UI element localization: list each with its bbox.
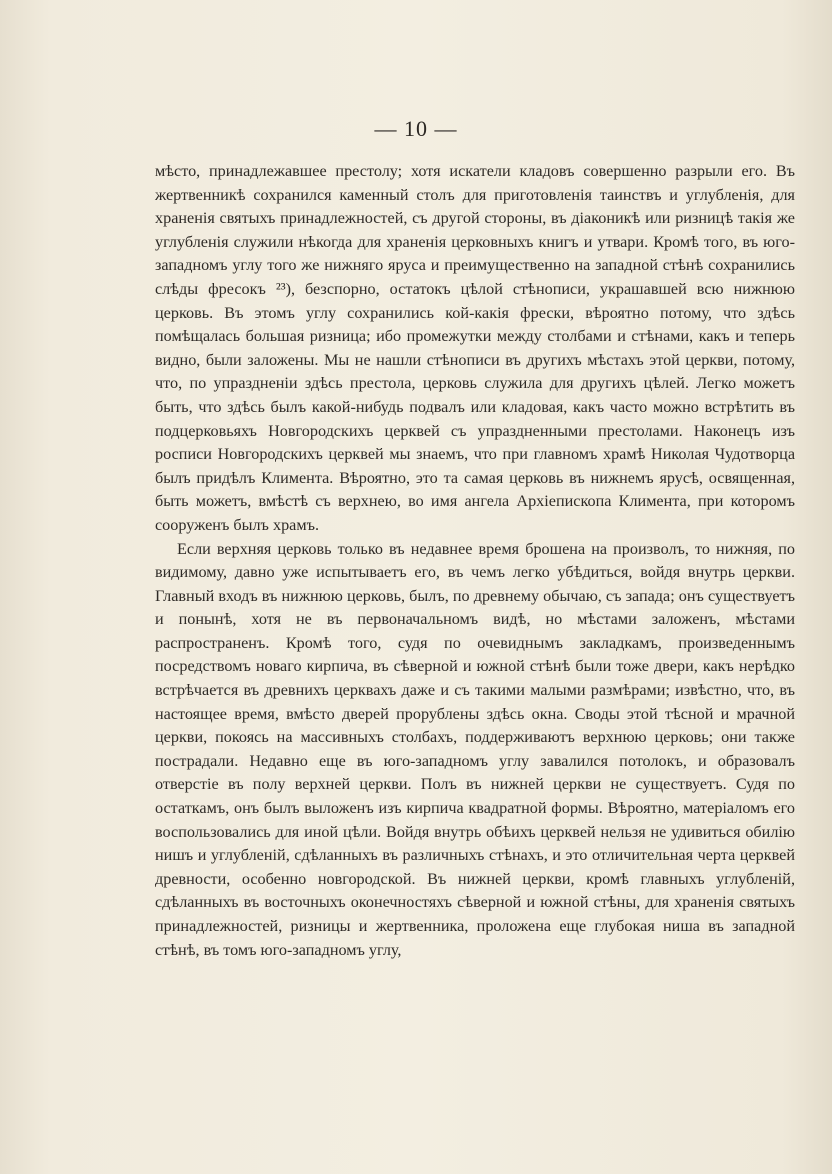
page-number: — 10 —: [374, 116, 458, 141]
paragraph-1: мѣсто, принадлежавшее престолу; хотя искатели кладовъ совершенно разрыли его. Въ жертвенникѣ сохранился каменный столъ для приготовленія таинствъ и углубленія, для храненія святыхъ принадлежностей, съ другой стороны, въ діаконикѣ или ризницѣ такія же углубленія служили нѣкогда для храненія церковныхъ книгъ и утвари. Кромѣ того, въ юго-западномъ углу того же нижняго яруса и преимущественно на западной стѣнѣ сохранились слѣды фресокъ ²³), безспорно, остатокъ цѣлой стѣнописи, украшавшей всю нижнюю церковь. Въ этомъ углу сохранились кой-какія фрески, вѣроятно потому, что здѣсь помѣщалась большая ризница; ибо промежутки между столбами и стѣнами, какъ и теперь видно, были заложены. Мы не нашли стѣнописи въ другихъ мѣстахъ этой церкви, потому, что, по упраздненіи здѣсь престола, церковь служила для другихъ цѣлей. Легко можетъ быть, что здѣсь былъ какой-нибудь подвалъ или кладовая, какъ часто можно встрѣтить въ подцерковьяхъ Новгородскихъ церквей съ упраздненными престолами. Наконецъ изъ росписи Новгородскихъ церквей мы знаемъ, что при главномъ храмѣ Николая Чудотворца былъ придѣлъ Климента. Вѣроятно, это та самая церковь въ нижнемъ ярусѣ, освященная, быть можетъ, вмѣстѣ съ верхнею, во имя ангела Архіепископа Климента, при которомъ сооруженъ былъ храмъ.: [155, 162, 795, 534]
paragraph-2: Если верхняя церковь только въ недавнее время брошена на произволъ, то нижняя, по видимому, давно уже испытываетъ его, въ чемъ легко убѣдиться, войдя внутрь церкви. Главный входъ въ нижнюю церковь, былъ, по древнему обычаю, съ запада; онъ существуетъ и понынѣ, хотя не въ первоначальномъ видѣ, но мѣстами заложенъ, мѣстами распространенъ. Кромѣ того, судя по очевиднымъ закладкамъ, произведеннымъ посредствомъ новаго кирпича, въ сѣверной и южной стѣнѣ были тоже двери, какъ нерѣдко встрѣчается въ древнихъ церквахъ даже и съ такими малыми размѣрами; извѣстно, что, въ настоящее время, вмѣсто дверей прорублены здѣсь окна. Своды этой тѣсной и мрачной церкви, покоясь на массивныхъ столбахъ, поддерживаютъ верхнюю церковь; они также пострадали. Недавно еще въ юго-западномъ углу завалился потолокъ, и образовалъ отверстіе въ полу верхней церкви. Полъ въ нижней церкви не существуетъ. Судя по остаткамъ, онъ былъ выложенъ изъ кирпича квадратной формы. Вѣроятно, матеріаломъ его воспользовались для иной цѣли. Войдя внутрь обѣихъ церквей нельзя не удивиться обилію нишъ и углубленій, сдѣланныхъ въ различныхъ стѣнахъ, и это отличительная черта церквей древности, особенно новгородской. Въ нижней церкви, кромѣ главныхъ углубленій, сдѣланныхъ въ восточныхъ оконечностяхъ сѣверной и южной стѣны, для храненія святыхъ принадлежностей, ризницы и жертвенника, проложена еще глубокая ниша въ западной стѣнѣ, въ томъ юго-западномъ углу,: [155, 539, 795, 959]
body-text: [155, 160, 795, 962]
